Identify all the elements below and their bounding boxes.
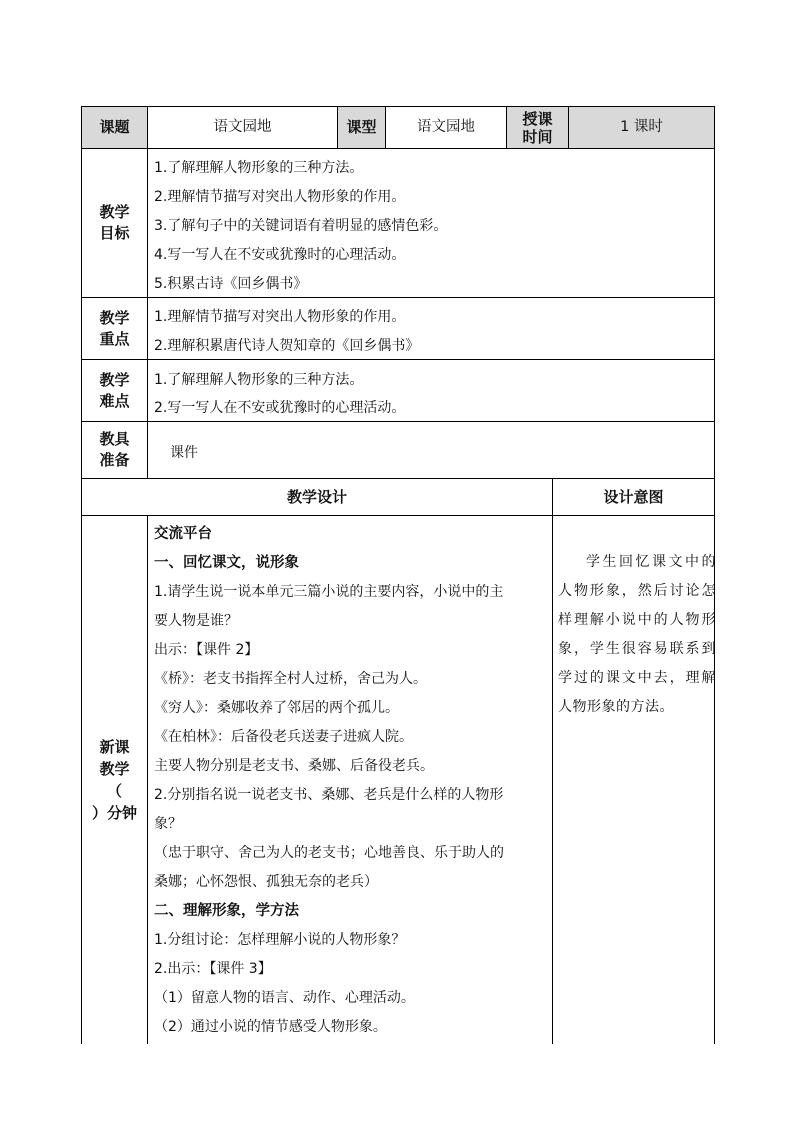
tools-value: 课件 — [170, 445, 198, 461]
difficulties-label-line2: 难点 — [99, 391, 130, 410]
table-border — [81, 421, 715, 422]
content-line: 桑娜；心怀怨恨、孤独无奈的老兵） — [154, 874, 378, 890]
content-line: （忠于职守、舍己为人的老支书；心地善良、乐于助人的 — [154, 845, 504, 861]
intent-header: 设计意图 — [603, 487, 664, 506]
content-line: 《桥》：老支书指挥全村人过桥，舍己为人。 — [154, 671, 427, 687]
content-line: （1）留意人物的语言、动作、心理活动。 — [154, 990, 415, 1006]
goal-item: 1.了解理解人物形象的三种方法。 — [154, 160, 364, 176]
table-border — [714, 106, 715, 516]
goals-label-line2: 目标 — [99, 224, 130, 242]
key-point-item: 2.理解积累唐代诗人贺知章的《回乡偶书》 — [154, 338, 420, 354]
new-lesson-label-line1: 新课 — [99, 738, 130, 756]
table-border — [147, 106, 148, 479]
difficulty-item: 1.了解理解人物形象的三种方法。 — [154, 372, 364, 388]
goal-item: 2.理解情节描写对突出人物形象的作用。 — [154, 189, 406, 205]
new-lesson-label-line2: 教学 — [99, 760, 130, 778]
tools-label — [82, 422, 147, 478]
content-line: 《在柏林》：后备役老兵送妻子进疯人院。 — [154, 729, 413, 745]
content-line: 1.请学生说一说本单元三篇小说的主要内容，小说中的主 — [154, 584, 504, 600]
table-border — [552, 478, 553, 1044]
class-time-label-line1: 授课 — [522, 109, 553, 128]
table-border — [81, 515, 715, 516]
table-border — [81, 359, 715, 360]
key-points-label — [82, 298, 147, 359]
content-line: 2.出示：【课件 3】 — [154, 961, 272, 977]
content-line: 出示：【课件 2】 — [154, 642, 259, 658]
design-header: 教学设计 — [286, 487, 347, 506]
key-points-label-line2: 重点 — [99, 329, 130, 348]
content-line: 《穷人》：桑娜收养了邻居的两个孤儿。 — [154, 700, 399, 716]
goal-item: 5.积累古诗《回乡偶书》 — [154, 276, 308, 292]
topic-label: 课题 — [99, 118, 130, 136]
table-border — [147, 515, 148, 1044]
lesson-type-value: 语文园地 — [417, 119, 475, 135]
goal-item: 3.了解句子中的关键词语有着明显的感情色彩。 — [154, 218, 448, 234]
content-line: 2.分别指名说一说老支书、桑娜、老兵是什么样的人物形 — [154, 787, 504, 803]
goals-label — [82, 149, 147, 297]
table-border — [81, 148, 715, 149]
section-heading: 交流平台 — [154, 526, 212, 542]
tools-label-line2: 准备 — [99, 451, 130, 469]
design-intent-text: 学生回忆课文中的人物形象，然后讨论怎样理解小说中的人物形象，学生很容易联系到学过的课文中去，理解人物形象的方法。 — [558, 554, 716, 715]
goal-item: 4.写一写人在不安或犹豫时的心理活动。 — [154, 247, 406, 263]
table-border — [81, 297, 715, 298]
content-line: 1.分组讨论：怎样理解小说的人物形象？ — [154, 932, 406, 948]
key-point-item: 1.理解情节描写对突出人物形象的作用。 — [154, 309, 406, 325]
goals-label-line1: 教学 — [99, 203, 130, 221]
content-line: 主要人物分别是老支书、桑娜、后备役老兵。 — [154, 758, 434, 774]
class-time-label — [507, 107, 568, 148]
content-line: （2）通过小说的情节感受人物形象。 — [154, 1019, 387, 1035]
key-points-label-line1: 教学 — [99, 308, 130, 327]
difficulties-label — [82, 360, 147, 421]
new-lesson-label-line4: ）分钟 — [91, 804, 137, 822]
content-line: 要人物是谁？ — [154, 613, 238, 629]
difficulty-item: 2.写一写人在不安或犹豫时的心理活动。 — [154, 400, 406, 416]
new-lesson-label — [82, 516, 147, 1044]
new-lesson-label-line3: （ — [106, 782, 122, 800]
topic-value: 语文园地 — [213, 119, 272, 135]
class-time-label-line2: 时间 — [522, 127, 553, 146]
section-heading: 二、理解形象，学方法 — [154, 903, 299, 919]
class-time-value: 1 课时 — [620, 119, 663, 135]
lesson-type-label: 课型 — [346, 118, 377, 136]
difficulties-label-line1: 教学 — [99, 370, 130, 389]
content-line: 象？ — [154, 816, 182, 832]
section-heading: 一、回忆课文，说形象 — [154, 555, 299, 571]
tools-label-line1: 教具 — [99, 430, 130, 448]
